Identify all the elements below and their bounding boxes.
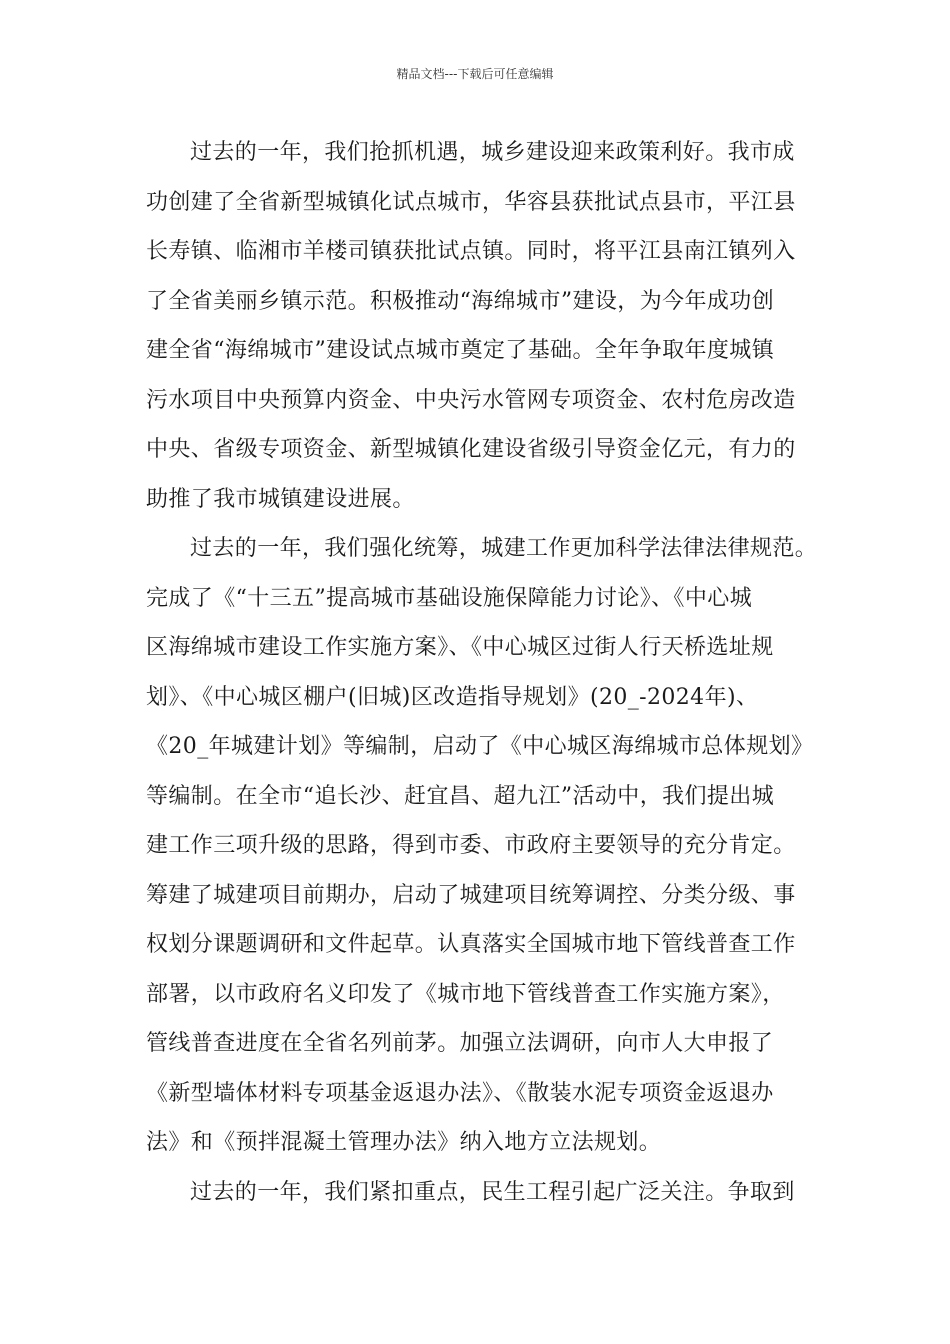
text-line: 《新型墙体材料专项基金返退办法》、《散装水泥专项资金返退办 <box>146 1080 774 1106</box>
text-line: 管线普查进度在全省名列前茅。加强立法调研，向市人大申报了 <box>146 1031 774 1056</box>
text-line: 划》、《中心城区棚户(旧城)区改造指导规划》(20_-2024年)、 <box>146 684 759 710</box>
text-line: 过去的一年，我们紧扣重点，民生工程引起广泛关注。争取到 <box>190 1179 795 1205</box>
text-line: 了全省美丽乡镇示范。积极推动“海绵城市”建设，为今年成功创 <box>146 288 775 314</box>
text-line: 部署，以市政府名义印发了《城市地下管线普查工作实施方案》， <box>146 981 785 1007</box>
paragraph-2 <box>146 524 820 1168</box>
text-line: 建全省“海绵城市”建设试点城市奠定了基础。全年争取年度城镇 <box>146 338 775 363</box>
page-header: 精品文档---下载后可任意编辑 <box>396 67 554 81</box>
text-line: 过去的一年，我们抢抓机遇，城乡建设迎来政策利好。我市成 <box>190 140 795 165</box>
text-line: 完成了《“十三五”提高城市基础设施保障能力讨论》、《中心城 <box>146 585 753 611</box>
paragraph-1 <box>146 128 820 524</box>
text-line: 建工作三项升级的思路，得到市委、市政府主要领导的充分肯定。 <box>146 833 796 858</box>
text-line: 等编制。在全市“追长沙、赶宜昌、超九江”活动中，我们提出城 <box>146 783 775 809</box>
text-line: 长寿镇、临湘市羊楼司镇获批试点镇。同时，将平江县南江镇列入 <box>146 239 796 264</box>
text-line: 污水项目中央预算内资金、中央污水管网专项资金、农村危房改造 <box>146 387 796 413</box>
text-line: 中央、省级专项资金、新型城镇化建设省级引导资金亿元，有力的 <box>146 437 796 462</box>
text-line: 区海绵城市建设工作实施方案》、《中心城区过街人行天桥选址规 <box>146 635 774 660</box>
document-body <box>146 128 820 1217</box>
text-line: 《20_年城建计划》等编制，启动了《中心城区海绵城市总体规划》 <box>146 734 814 759</box>
text-line: 权划分课题调研和文件起草。认真落实全国城市地下管线普查工作 <box>146 932 796 957</box>
text-line: 助推了我市城镇建设进展。 <box>146 486 415 512</box>
text-line: 筹建了城建项目前期办，启动了城建项目统筹调控、分类分级、事 <box>146 882 796 908</box>
text-line: 功创建了全省新型城镇化试点城市，华容县获批试点县市，平江县 <box>146 189 796 215</box>
paragraph-3 <box>146 1168 820 1218</box>
text-line: 法》和《预拌混凝土管理办法》纳入地方立法规划。 <box>146 1130 662 1155</box>
text-line: 过去的一年，我们强化统筹，城建工作更加科学法律法律规范。 <box>190 536 818 561</box>
